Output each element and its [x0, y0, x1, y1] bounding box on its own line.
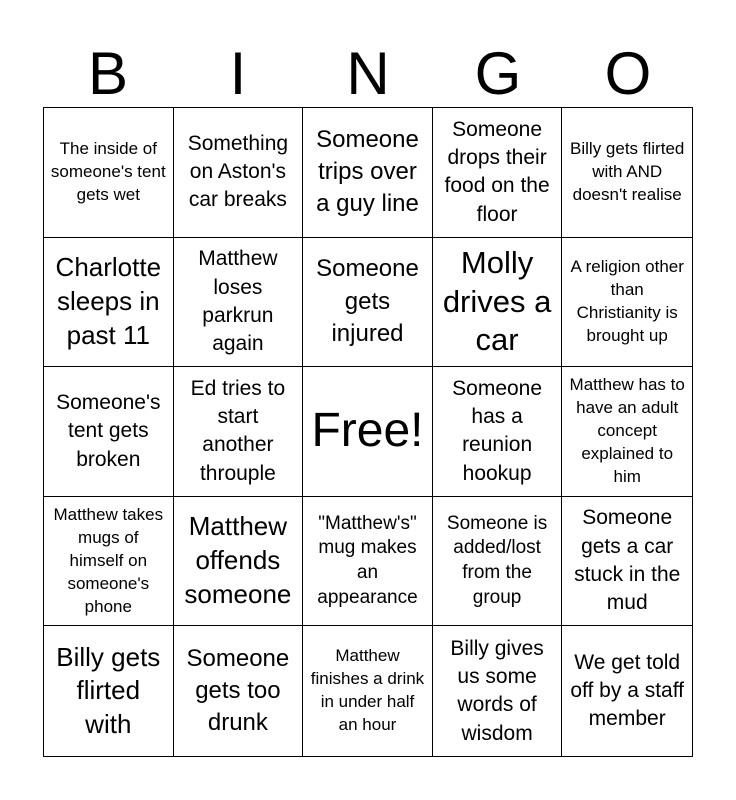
header-letter-n: N — [346, 40, 390, 107]
bingo-cell[interactable] — [433, 626, 563, 756]
cell-text: Molly drives a car — [442, 244, 552, 358]
bingo-cell[interactable] — [303, 108, 433, 238]
free-space[interactable] — [303, 367, 433, 497]
bingo-header — [43, 40, 693, 108]
cell-text: Matthew finishes a drink in under half an hour — [310, 646, 425, 735]
cell-text: A religion other than Christianity is brought up — [570, 257, 684, 345]
header-letter-b: B — [87, 40, 129, 107]
bingo-cell[interactable] — [174, 497, 304, 627]
cell-text: Billy gets flirted with AND doesn't realise — [570, 138, 685, 204]
cell-text: Someone trips over a guy line — [316, 125, 419, 218]
bingo-cell[interactable] — [433, 497, 563, 627]
bingo-cell[interactable] — [44, 367, 174, 497]
cell-text: Someone gets a car stuck in the mud — [574, 506, 681, 615]
cell-text: Someone's tent gets broken — [56, 390, 161, 471]
bingo-cell[interactable] — [562, 367, 692, 497]
cell-text: Matthew has to have an adult concept explained to him — [569, 375, 685, 486]
cell-text: Matthew offends someone — [184, 511, 292, 609]
bingo-cell[interactable] — [303, 497, 433, 627]
bingo-cell[interactable] — [303, 626, 433, 756]
cell-text: Billy gets flirted with — [56, 641, 161, 740]
cell-text: Matthew takes mugs of himself on someone's phone — [53, 504, 164, 616]
free-space-text: Free! — [311, 404, 424, 458]
cell-text: We get told off by a staff member — [570, 650, 685, 731]
bingo-board — [43, 107, 693, 757]
bingo-cell[interactable] — [562, 626, 692, 756]
bingo-cell[interactable] — [174, 367, 304, 497]
bingo-cell[interactable] — [433, 238, 563, 368]
bingo-cell[interactable] — [44, 108, 174, 238]
cell-text: "Matthew's" mug makes an appearance — [317, 512, 418, 608]
cell-text: Billy gives us some words of wisdom — [450, 636, 544, 745]
cell-text: The inside of someone's tent gets wet — [50, 138, 166, 204]
bingo-cell[interactable] — [44, 497, 174, 627]
bingo-cell[interactable] — [433, 367, 563, 497]
bingo-cell[interactable] — [433, 108, 563, 238]
bingo-cell[interactable] — [44, 238, 174, 368]
cell-text: Someone gets too drunk — [186, 644, 290, 737]
bingo-cell[interactable] — [174, 626, 304, 756]
cell-text: Someone is added/lost from the group — [446, 512, 548, 608]
bingo-cell[interactable] — [562, 108, 692, 238]
cell-text: Someone has a reunion hookup — [452, 376, 543, 485]
cell-text: Someone gets injured — [316, 255, 419, 348]
bingo-cell[interactable] — [303, 238, 433, 368]
cell-text: Someone drops their food on the floor — [444, 117, 550, 226]
cell-text: Charlotte sleeps in past 11 — [55, 252, 162, 350]
cell-text: Something on Aston's car breaks — [187, 131, 289, 212]
bingo-cell[interactable] — [174, 108, 304, 238]
header-letter-g: G — [474, 40, 522, 107]
cell-text: Matthew loses parkrun again — [198, 247, 278, 356]
bingo-cell[interactable] — [44, 626, 174, 756]
bingo-cell[interactable] — [174, 238, 304, 368]
bingo-cell[interactable] — [562, 238, 692, 368]
bingo-cell[interactable] — [562, 497, 692, 627]
header-letter-i: I — [229, 40, 247, 107]
header-letter-o: O — [604, 40, 652, 107]
cell-text: Ed tries to start another throuple — [190, 376, 286, 485]
